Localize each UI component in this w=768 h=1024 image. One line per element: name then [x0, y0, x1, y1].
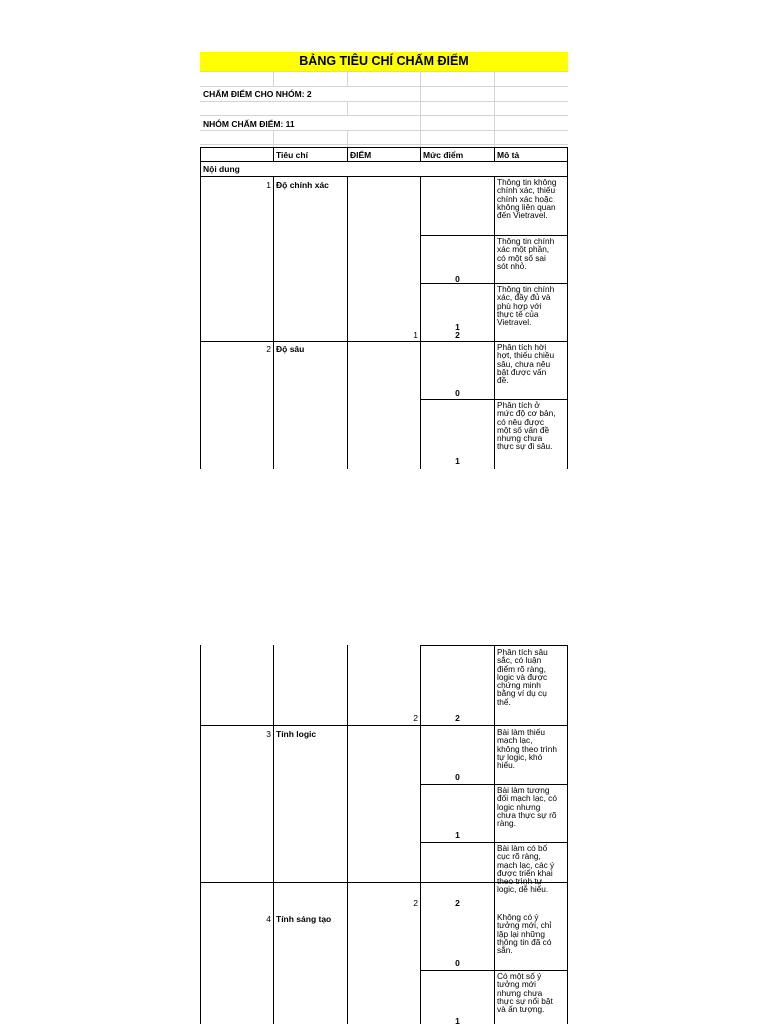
level-description: Bài làm có bố cục rõ ràng, mạch lạc, các ý được triển khai theo trình tự logic, dễ hiểu.	[497, 843, 555, 895]
level-value: 1	[455, 456, 460, 466]
level-description: Bài làm tương đối mạch lạc, có logic nhưng chưa thực sự rõ ràng.	[497, 785, 557, 829]
section-noi-dung: Nội dung	[203, 164, 240, 174]
criterion-score: 1	[413, 330, 418, 340]
level-description: Bài làm thiếu mạch lạc, không theo trình tự logic, khó hiểu.	[497, 727, 557, 771]
level-value: 1	[455, 1016, 460, 1024]
level-value: 0	[455, 772, 460, 782]
level-value: 0	[455, 958, 460, 968]
level-value: 2	[455, 898, 460, 908]
header-diem: ĐIỂM	[350, 150, 372, 160]
level-value: 0	[455, 274, 460, 284]
level-description: Phân tích hời hợt, thiếu chiều sâu, chưa nêu bật được vấn đề.	[497, 342, 555, 386]
level-description: Thông tin không chính xác, thiếu chính xác hoặc không liên quan đến Vietravel.	[497, 177, 557, 221]
grading-group-label: NHÓM CHẤM ĐIỂM: 11	[203, 119, 295, 129]
level-description: Có một số ý tưởng mới nhưng chưa thực sự nổi bật và ấn tượng.	[497, 971, 553, 1015]
level-description: Thông tin chính xác, đầy đủ và phù hợp với thực tế của Vietravel.	[497, 284, 555, 328]
level-description: Phân tích sâu sắc, có luận điểm rõ ràng, logic và được chứng minh bằng ví dụ cụ thể.	[497, 647, 548, 707]
criterion-number: 4	[266, 914, 271, 924]
header-tieu-chi: Tiêu chí	[276, 150, 308, 160]
spreadsheet-page-2	[200, 645, 568, 1024]
graded-group-label: CHẤM ĐIỂM CHO NHÓM: 2	[203, 89, 312, 99]
criterion-name: Tính logic	[276, 729, 317, 739]
criterion-name: Độ chính xác	[276, 180, 329, 190]
level-description: Phân tích ở mức độ cơ bản, có nêu được một số vấn đề nhưng chưa thực sự đi sâu.	[497, 400, 556, 452]
criterion-name: Độ sâu	[276, 344, 305, 354]
criterion-name: Tính sáng tạo	[276, 914, 332, 924]
spreadsheet-page-1	[200, 52, 568, 469]
criterion-number: 2	[266, 344, 271, 354]
level-value: 1	[455, 322, 460, 332]
level-value: 1	[455, 830, 460, 840]
level-value: 2	[455, 330, 460, 340]
sheet-title: BẢNG TIÊU CHÍ CHẤM ĐIỂM	[200, 52, 568, 71]
level-description: Không có ý tưởng mới, chỉ lặp lại những thông tin đã có sẵn.	[497, 912, 552, 956]
header-muc-diem: Mức điểm	[423, 150, 464, 160]
criterion-number: 3	[266, 729, 271, 739]
criterion-score: 2	[413, 898, 418, 908]
criterion-number: 1	[266, 180, 271, 190]
level-value: 0	[455, 388, 460, 398]
criterion-score: 2	[413, 713, 418, 723]
level-value: 2	[455, 713, 460, 723]
header-mo-ta: Mô tả	[497, 150, 520, 160]
level-description: Thông tin chính xác một phần, có một số sai sót nhỏ.	[497, 236, 555, 271]
